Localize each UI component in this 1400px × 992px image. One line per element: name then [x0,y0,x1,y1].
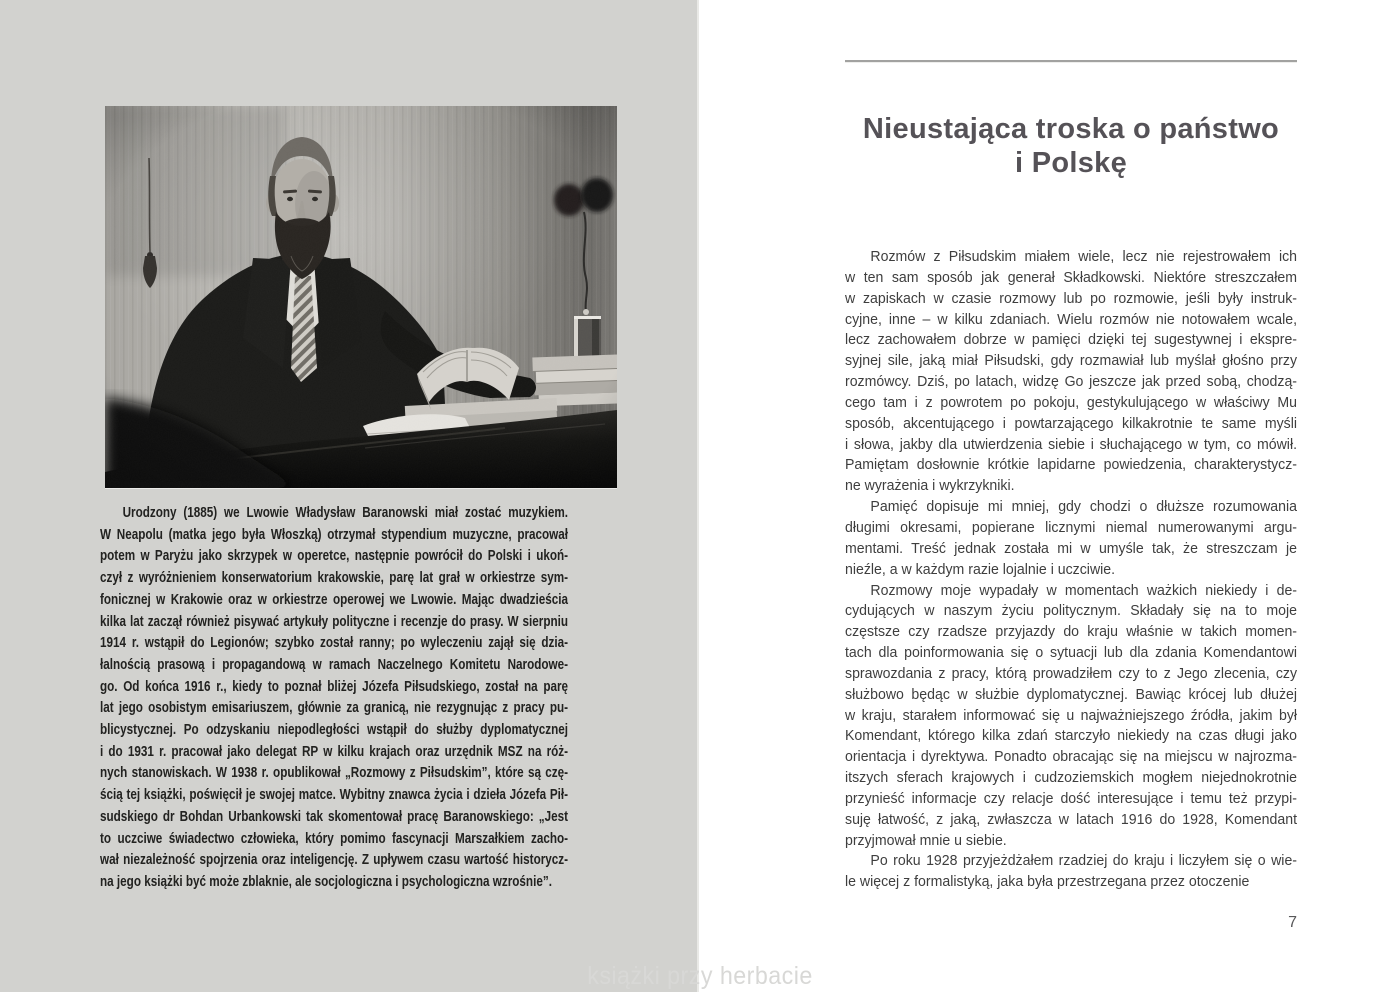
text-line: ścią tej książki, poświęcił je swojej matce. Wybitny znawca życia i dzieła Józefa Pił- [100,787,569,804]
text-line: i do 1931 r. pracował jako delegat RP w kilku krajach oraz urzędnik MSZ na róż- [100,743,569,760]
text-line: nieźle, a w każdym razie lojalnie i uczciwie. [845,560,1116,578]
text-line: długimi okresami, popierane licznymi niemal numerowanymi argu- [845,518,1298,536]
text-line: suję łatwość, z jaką, zwłaszcza w latach 1916 do 1928, Komendant [845,810,1298,828]
text-line: w zapiskach w czasie rozmowy lub po rozmowie, jeśli były instruk- [845,289,1298,307]
photo-illustration [105,106,617,488]
text-line: cydujących w naszym życiu politycznym. Składały się na to moje [845,602,1298,620]
text-line: itszych sferach krajowych i cudzoziemskich mogłem niejednokrotnie [845,769,1298,787]
text-line: potem w Paryżu jako skrzypek w operetce, następnie powrócił do Polski i ukoń- [100,548,569,565]
text-line: na jego książki być może zblaknie, ale socjologiczna i psychologiczna wzrośnie”. [100,873,552,890]
page-number: 7 [1288,914,1297,931]
chapter-title [845,112,1297,180]
text-line: Komendant, którego kilka zdań starczyło niekiedy na czas długi jako [845,727,1298,745]
text-line: sudskiego dr Bohdan Urbankowski tak skomentował pracę Baranowskiego: „Jest [100,808,569,825]
text-line: go. Od końca 1916 r., kiedy to poznał bliżej Józefa Piłsudskiego, został na parę [100,678,569,695]
text-line: nych stanowiskach. W 1938 r. opublikował „Rozmowy z Piłsudskim”, które są czę- [100,765,569,782]
text-line: syjnej sile, jaką miał Piłsudski, gdy rozmawiał lub myślał głośno przy [845,352,1298,370]
left-page [0,0,699,992]
text-line: Rozmów z Piłsudskim miałem wiele, lecz nie rejestrowałem ich [870,248,1298,265]
photo-grain [105,106,617,488]
text-line: cyjne, inne – w kilku zdaniach. Wielu rozmów nie notowałem wcale, [845,310,1298,328]
text-line: orientacja i dyrektywa. Ponadto obracając się na miejscu w najrozma- [845,748,1298,766]
text-line: lecz zachowałem dobrze w pamięci dzięki tej sugestywnej i ekspre- [845,331,1298,349]
text-line: Rozmowy moje wypadały w momentach ważkich niekiedy i de- [870,581,1298,599]
text-line: to uczciwe świadectwo człowieka, który pomimo fascynacji Marszałkiem zacho- [100,830,569,847]
paragraph [845,581,1297,852]
right-page [699,0,1400,992]
text-line: służbowo będąc w służbie dyplomatycznej. Bawiąc krócej lub dłużej [845,685,1298,703]
body-text [845,247,1297,893]
text-line: w kraju, starałem informować się u najważniejszego źródła, jakim był [845,706,1298,724]
text-line: przyjmował mnie u siebie. [845,831,1007,849]
text-line: cego tam i z powrotem po pokoju, gestykulującego w właściwy Mu [845,393,1298,411]
text-line: blicystycznej. Po odzyskaniu niepodległości wstąpił do służby dyplomatycznej [100,722,569,739]
text-line: le więcej z formalistyką, jaka była przestrzegana przez otoczenie [845,873,1250,891]
text-line: wał niezależność spojrzenia oraz inteligencję. Z upływem czasu wartość historycz- [100,852,569,869]
text-line: Pamiętam dosłownie krótkie lapidarne powiedzenia, charakterystycz- [845,456,1298,474]
chapter-rule [845,60,1297,62]
text-line: mentami. Treść jednak została mi w umyśle tak, że streszczam je [845,539,1298,557]
text-line: w ten sam sposób jak generał Składkowski. Niektóre streszczałem [845,268,1298,286]
text-line: sposób, akcentującego i powtarzającego kilkakrotnie te same myśli [845,414,1298,432]
text-line: Po roku 1928 przyjeżdżałem rzadziej do kraju i liczyłem się o wie- [870,852,1298,870]
paragraph [845,497,1297,580]
text-line: przynieść informacje czy relacje dość interesujące i temu też przypi- [845,789,1298,807]
text-line: 1914 r. wstąpił do Legionów; szybko został ranny; po wyleczeniu zajął się dzia- [100,635,569,652]
text-line: rozmówcy. Dziś, po latach, widzę Go jeszcze jak przed sobą, chodzą- [845,373,1298,391]
text-line: W Neapolu (matka jego była Włoszką) otrzymał stypendium muzyczne, pracował [100,526,569,543]
text-line: tach dla poinformowania się o sytuacji lub dla zdania Komendantowi [845,644,1298,662]
chapter-title-line-1: Nieustająca troska o państwo [862,113,1280,145]
watermark: książki przy herbacie [587,962,813,990]
paragraph [845,247,1297,497]
text-line: Urodzony (1885) we Lwowie Władysław Baranowski miał zostać muzykiem. [122,505,569,521]
text-line: fonicznej w Krakowie oraz w orkiestrze operowej we Lwowie. Mając dwadzieścia [100,591,569,608]
paragraph [845,851,1297,893]
text-line: czył z wyróżnieniem konserwatorium krakowskie, parę lat grał w orkiestrze sym- [100,570,569,587]
text-line: częstsze czy rzadsze przyjazdy do kraju właśnie w takich momen- [845,623,1298,641]
text-line: Pamięć dopisuje mi mniej, gdy chodzi o dłuższe rozumowania [870,498,1298,516]
text-line: lat jego osobistym emisariuszem, głównie za granicą, nie rezygnując z pracy pu- [100,700,569,717]
text-line: łalnością prasową i propagandową w ramach Naczelnego Komitetu Narodowe- [100,656,569,673]
photo-caption [100,503,568,894]
text-line: sprawozdania z pracy, którą prowadziłem czy to z Jego zlecenia, czy [845,664,1298,682]
chapter-title-line-2: i Polskę [1014,147,1127,179]
photo-baranowski [105,106,617,488]
text-line: i słowa, jakby dla utwierdzenia siebie i słuchającego w tym, co mówił. [845,435,1298,453]
text-line: ne wyrażenia i wykrzykniki. [845,477,1015,495]
text-line: kilka lat zaczął również pisywać artykuły polityczne i recenzje do prasy. W sierpniu [100,613,569,630]
